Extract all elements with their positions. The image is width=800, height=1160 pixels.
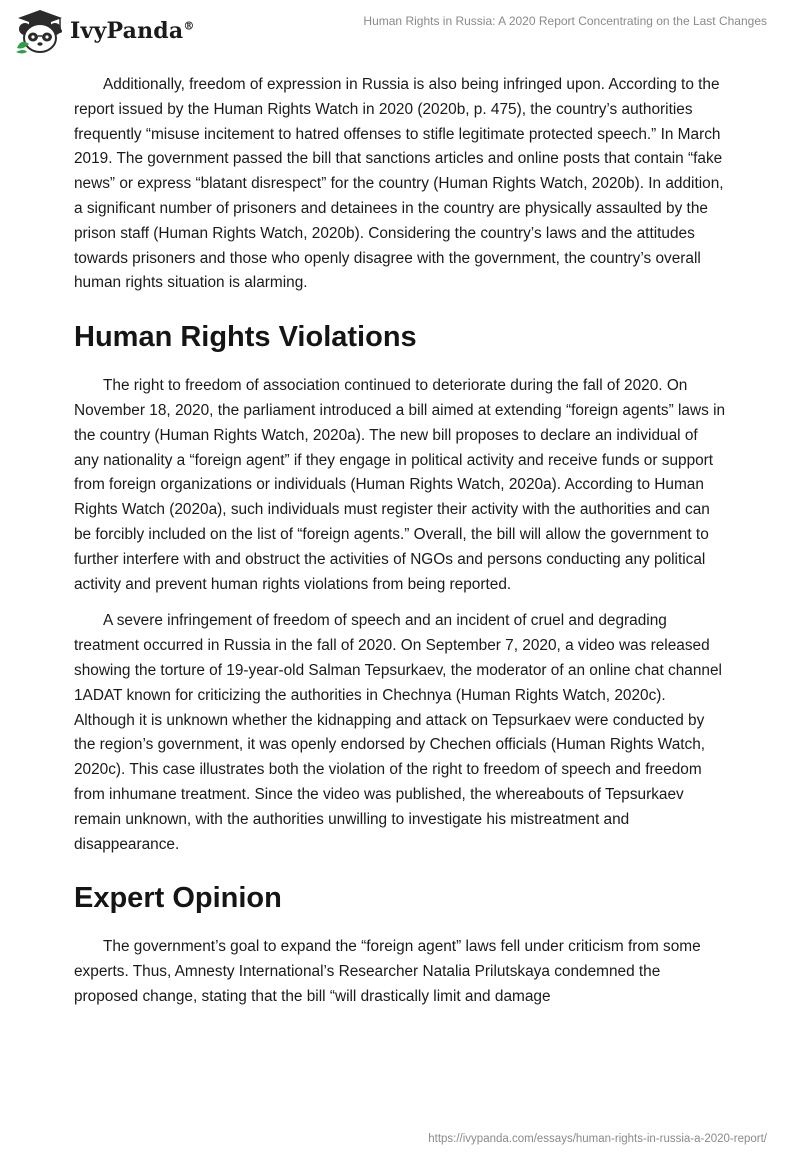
panda-graduate-icon [14,8,66,54]
essay-body [74,73,726,1022]
source-url-link[interactable]: https://ivypanda.com/essays/human-rights-in-russia-a-2020-report/ [428,1133,767,1145]
paragraph-freedom-of-association: The right to freedom of association continued to deteriorate during the fall of 2020. On November 18, 2020, the parliament introduced a bill aimed at extending “foreign agents” laws in the country (Human Rights Watch, 2020a). The new bill proposes to declare an individual of any nationality a “foreign agent” if they engage in political activity and receive funds or support from foreign organizations or individuals (Human Rights Watch, 2020a). According to Human Rights Watch (2020a), such individuals must register their activity with the authorities and can be forcibly included on the list of “foreign agents.” Overall, the bill will allow the government to further interfere with and obstruct the activities of NGOs and persons conducting any political activity and prevent human rights violations from being reported. [74,377,726,593]
logo-text: IvyPanda® [70,18,195,44]
ivypanda-logo[interactable] [14,8,195,54]
paragraph-tepsurkaev-case: A severe infringement of freedom of speech and an incident of cruel and degrading treatment occurred in Russia in the fall of 2020. On September 7, 2020, a video was released showing the torture of 19-year-old Salman Tepsurkaev, the moderator of an online chat channel 1ADAT known for criticizing the authorities in Chechnya (Human Rights Watch, 2020c). Although it is unknown whether the kidnapping and attack on Tepsurkaev were conducted by the region’s government, it was openly endorsed by Chechen officials (Human Rights Watch, 2020c). This case illustrates both the violation of the right to freedom of speech and freedom from inhumane treatment. Since the video was published, the whereabouts of Tepsurkaev remain unknown, with the authorities unwilling to investigate his mistreatment and disappearance. [74,612,722,853]
page-header [0,0,800,60]
heading-expert-opinion: Expert Opinion [74,882,282,915]
paragraph-expert-criticism: The government’s goal to expand the “foreign agent” laws fell under criticism from some experts. Thus, Amnesty International’s Researcher Natalia Prilutskaya condemned the proposed change, stating that the bill “will drastically limit and damage [74,938,701,1005]
heading-human-rights-violations: Human Rights Violations [74,321,417,354]
paragraph-freedom-of-expression: Additionally, freedom of expression in Russia is also being infringed upon. According to the report issued by the Human Rights Watch in 2020 (2020b, p. 475), the country’s authorities frequently “misuse incitement to hatred offenses to stifle legitimate protected speech.” In March 2019. The government passed the bill that sanctions articles and online posts that contain “fake news” or express “blatant disrespect” for the country (Human Rights Watch, 2020b). In addition, a significant number of prisoners and detainees in the country are physically assaulted by the prison staff (Human Rights Watch, 2020b). Considering the country’s laws and the attitudes towards prisoners and those who openly disagree with the government, the country’s overall human rights situation is alarming. [74,76,724,292]
running-title: Human Rights in Russia: A 2020 Report Concentrating on the Last Changes [363,14,767,28]
